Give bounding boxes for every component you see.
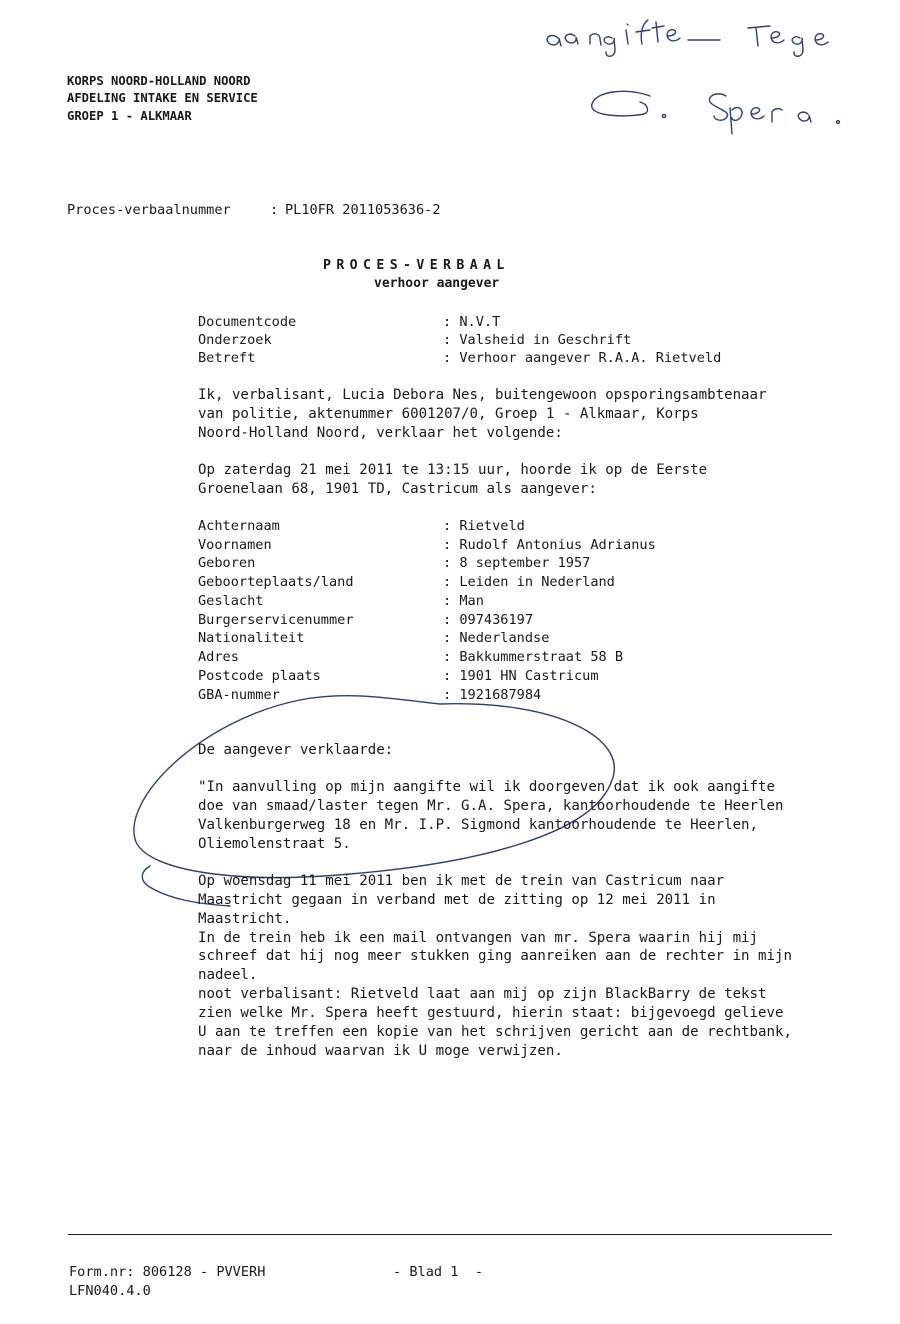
- statement-line: "In aanvulling op mijn aangifte wil ik doorgeven dat ik ook aangifte: [198, 779, 775, 795]
- statement-line: noot verbalisant: Rietveld laat aan mij op zijn BlackBarry de tekst: [198, 986, 767, 1002]
- meta-label: Documentcode: [198, 314, 297, 330]
- statement-line: Op woensdag 11 mei 2011 ben ik met de trein van Castricum naar: [198, 873, 725, 889]
- hearing-line: Groenelaan 68, 1901 TD, Castricum als aangever:: [198, 481, 597, 497]
- person-label: Voornamen: [198, 537, 272, 553]
- statement-line: Valkenburgerweg 18 en Mr. I.P. Sigmond kantoorhoudende te Heerlen,: [198, 817, 759, 833]
- header-line-1: KORPS NOORD-HOLLAND NOORD: [67, 74, 251, 88]
- pv-number-separator: :: [270, 202, 279, 218]
- intro-line: Noord-Holland Noord, verklaar het volgende:: [198, 425, 563, 441]
- footer-page-number: - Blad 1 -: [393, 1264, 484, 1280]
- meta-value: : Valsheid in Geschrift: [443, 332, 632, 348]
- statement-heading: De aangever verklaarde:: [198, 742, 394, 758]
- person-label: Nationaliteit: [198, 630, 305, 646]
- hearing-line: Op zaterdag 21 mei 2011 te 13:15 uur, hoorde ik op de Eerste: [198, 462, 708, 478]
- person-label: Postcode plaats: [198, 668, 321, 684]
- person-label: GBA-nummer: [198, 687, 280, 703]
- header-line-2: AFDELING INTAKE EN SERVICE: [67, 91, 258, 105]
- footer-code: LFN040.4.0: [69, 1283, 151, 1299]
- statement-line: Maastricht gegaan in verband met de zitting op 12 mei 2011 in: [198, 892, 716, 908]
- person-label: Geboorteplaats/land: [198, 574, 354, 590]
- statement-line: In de trein heb ik een mail ontvangen van mr. Spera waarin hij mij: [198, 930, 759, 946]
- person-value: : Rudolf Antonius Adrianus: [443, 537, 656, 553]
- person-value: : Leiden in Nederland: [443, 574, 615, 590]
- statement-line: naar de inhoud waarvan ik U moge verwijzen.: [198, 1043, 563, 1059]
- statement-line: Oliemolenstraat 5.: [198, 836, 351, 852]
- meta-label: Onderzoek: [198, 332, 272, 348]
- person-label: Achternaam: [198, 518, 280, 534]
- person-value: : 097436197: [443, 612, 534, 628]
- footer-divider: [68, 1234, 832, 1235]
- statement-line: doe van smaad/laster tegen Mr. G.A. Spera, kantoorhoudende te Heerlen: [198, 798, 784, 814]
- document-title: PROCES-VERBAAL: [323, 258, 510, 273]
- person-value: : Bakkummerstraat 58 B: [443, 649, 624, 665]
- person-label: Geboren: [198, 555, 256, 571]
- document-subtitle: verhoor aangever: [374, 276, 500, 291]
- person-label: Geslacht: [198, 593, 264, 609]
- meta-label: Betreft: [198, 350, 256, 366]
- person-value: : Man: [443, 593, 484, 609]
- statement-line: zien welke Mr. Spera heeft gestuurd, hierin staat: bijgevoegd gelieve: [198, 1005, 784, 1021]
- statement-line: nadeel.: [198, 967, 258, 983]
- pv-number-value: PL10FR 2011053636-2: [285, 202, 441, 218]
- statement-line: Maastricht.: [198, 911, 292, 927]
- person-value: : 1901 HN Castricum: [443, 668, 599, 684]
- meta-value: : N.V.T: [443, 314, 501, 330]
- intro-line: van politie, aktenummer 6001207/0, Groep 1 - Alkmaar, Korps: [198, 406, 699, 422]
- footer-form-number: Form.nr: 806128 - PVVERH: [69, 1264, 266, 1280]
- person-value: : 8 september 1957: [443, 555, 591, 571]
- statement-line: schreef dat hij nog meer stukken ging aanreiken aan de rechter in mijn: [198, 948, 792, 964]
- person-label: Burgerservicenummer: [198, 612, 354, 628]
- pv-number-label: Proces-verbaalnummer: [67, 202, 231, 218]
- header-line-3: GROEP 1 - ALKMAAR: [67, 109, 192, 123]
- person-value: : 1921687984: [443, 687, 542, 703]
- person-value: : Rietveld: [443, 518, 525, 534]
- intro-line: Ik, verbalisant, Lucia Debora Nes, buitengewoon opsporingsambtenaar: [198, 387, 767, 403]
- statement-line: U aan te treffen een kopie van het schrijven gericht aan de rechtbank,: [198, 1024, 792, 1040]
- person-label: Adres: [198, 649, 239, 665]
- person-value: : Nederlandse: [443, 630, 550, 646]
- meta-value: : Verhoor aangever R.A.A. Rietveld: [443, 350, 722, 366]
